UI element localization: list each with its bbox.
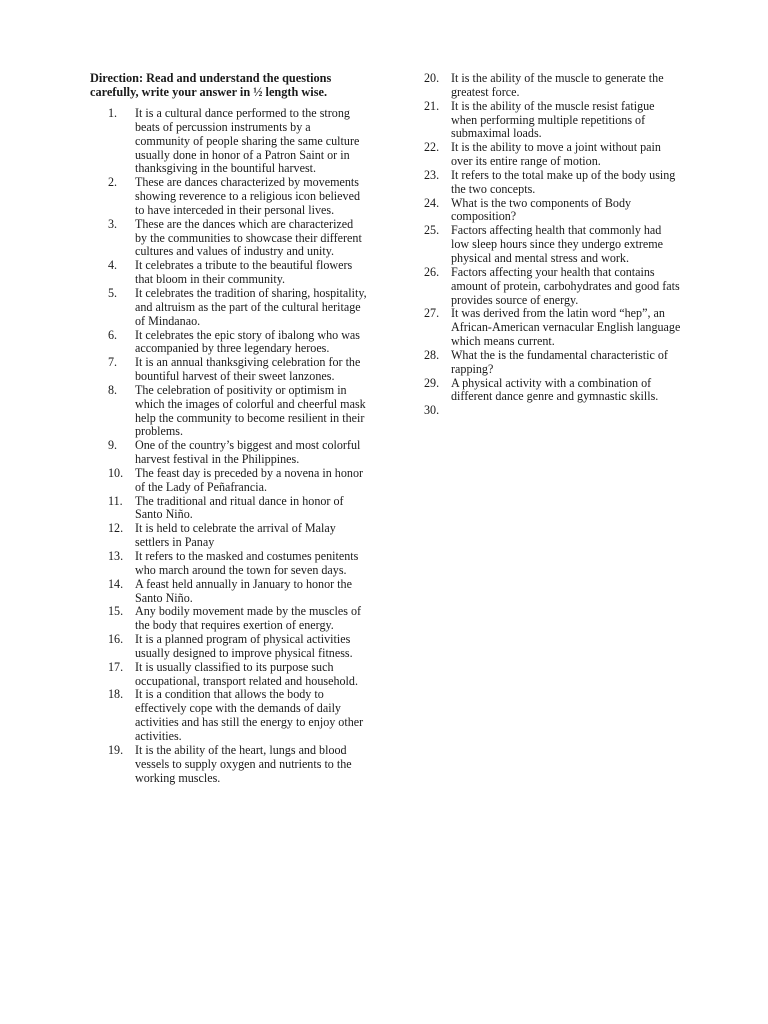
question-text: It is the ability of the muscle to generate the greatest force. [451,71,664,99]
question-text: It is held to celebrate the arrival of Malay settlers in Panay [135,521,336,550]
question-item [424,404,682,418]
question-item [108,661,368,689]
question-number: 19. [108,742,124,757]
question-number: 15. [108,604,124,619]
question-number: 11. [108,493,123,508]
question-item [108,744,368,786]
question-number: 16. [108,632,124,647]
question-number: 29. [424,375,440,390]
question-item [108,688,368,743]
question-item [108,356,368,384]
question-number: 28. [424,347,440,362]
question-item [424,307,682,349]
question-item [424,72,682,100]
question-number: 20. [424,71,440,85]
question-number: 2. [108,175,118,190]
question-item [108,329,368,357]
question-number: 8. [108,382,118,397]
question-text: The traditional and ritual dance in honor of Santo Niño. [135,493,344,522]
question-item [424,197,682,225]
question-number: 30. [424,403,440,418]
question-text: It is a planned program of physical activities usually designed to improve physical fitness. [135,632,353,660]
question-item [424,266,682,308]
question-number: 1. [108,106,118,120]
question-number: 14. [108,576,124,591]
question-text: It refers to the total make up of the body using the two concepts. [451,167,676,196]
question-text: It is usually classified to its purpose such occupational, transport related and household. [135,659,358,688]
question-item [424,100,682,142]
question-text: Any bodily movement made by the muscles of the body that requires exertion of energy. [135,604,362,633]
question-text: It celebrates a tribute to the beautiful flowers that bloom in their community. [135,258,353,287]
question-text [451,404,682,418]
question-item [108,605,368,633]
question-number: 7. [108,355,118,370]
question-text: A feast held annually in January to honor the Santo Niño. [135,576,352,605]
question-number: 4. [108,258,118,273]
question-text: It is the ability of the muscle resist fatigue when performing multiple repetitions of submaximal loads. [451,98,655,141]
question-item [108,550,368,578]
question-number: 24. [424,195,440,210]
question-text: The celebration of positivity or optimism in which the images of colorful and cheerful mask help the community to become resilient in their problems. [135,382,366,439]
question-number: 21. [424,98,440,113]
question-number: 27. [424,306,440,321]
question-text: These are dances characterized by movements showing reverence to a religious icon believed to have interceded in their personal lives. [135,175,360,217]
question-item [108,439,368,467]
question-item [424,224,682,266]
question-number: 13. [108,549,124,563]
question-item [108,384,368,439]
question-number: 3. [108,216,118,231]
question-text: It is an annual thanksgiving celebration for the bountiful harvest of their sweet lanzones. [135,355,361,384]
question-text: A physical activity with a combination of different dance genre and gymnastic skills. [451,375,659,404]
question-item [108,107,368,176]
question-number: 6. [108,327,118,342]
question-text: It is the ability to move a joint without pain over its entire range of motion. [451,140,661,169]
direction-heading: Direction: Read and understand the questions carefully, write your answer in ½ length wise. [90,71,332,99]
question-text: It is the ability of the heart, lungs and blood vessels to supply oxygen and nutrients to the working muscles. [135,742,352,785]
question-item [108,578,368,606]
question-number: 12. [108,521,124,536]
question-number: 25. [424,223,440,238]
question-text: It is a condition that allows the body to effectively cope with the demands of daily activities and has still the energy to enjoy other activities. [135,687,364,743]
question-number: 22. [424,140,440,155]
question-item [424,377,682,405]
question-number: 17. [108,659,124,674]
question-text: What is the two components of Body composition? [451,195,632,224]
question-item [108,495,368,523]
question-number: 26. [424,264,440,279]
question-item [424,169,682,197]
question-number: 5. [108,285,118,300]
question-text: It celebrates the tradition of sharing, hospitality, and altruism as the part of the cultural heritage of Mindanao. [135,285,367,328]
question-item [108,176,368,218]
question-text: Factors affecting health that commonly had low sleep hours since they undergo extreme physical and mental stress and work. [451,223,664,265]
question-text: It was derived from the latin word “hep”, an African-American vernacular English language which means current. [451,306,681,349]
question-number: 18. [108,687,124,702]
question-list-right [424,72,682,418]
question-item [108,287,368,329]
question-text: It refers to the masked and costumes penitents who march around the town for seven days. [135,549,359,577]
question-number: 10. [108,465,124,480]
question-list-left [108,107,368,785]
question-number: 23. [424,167,440,182]
question-item [108,259,368,287]
question-text: These are the dances which are characterized by the communities to showcase their different cultures and values of industry and unity. [135,216,362,259]
question-text: The feast day is preceded by a novena in honor of the Lady of Peñafrancia. [135,465,364,494]
question-item [424,349,682,377]
question-number: 9. [108,438,118,453]
question-item [108,633,368,661]
question-text: Factors affecting your health that contains amount of protein, carbohydrates and good fats provides source of energy. [451,264,680,307]
question-text: It is a cultural dance performed to the strong beats of percussion instruments by a community of people sharing the same culture usually done in honor of a Patron Saint or in thanksgiving in the bountiful harvest. [135,106,360,176]
question-text: What the is the fundamental characteristic of rapping? [451,347,668,376]
question-text: One of the country’s biggest and most colorful harvest festival in the Philippines. [135,438,361,467]
question-item [108,218,368,260]
question-item [108,522,368,550]
question-item [108,467,368,495]
question-text: It celebrates the epic story of ibalong who was accompanied by three legendary heroes. [135,327,361,356]
question-item [424,141,682,169]
